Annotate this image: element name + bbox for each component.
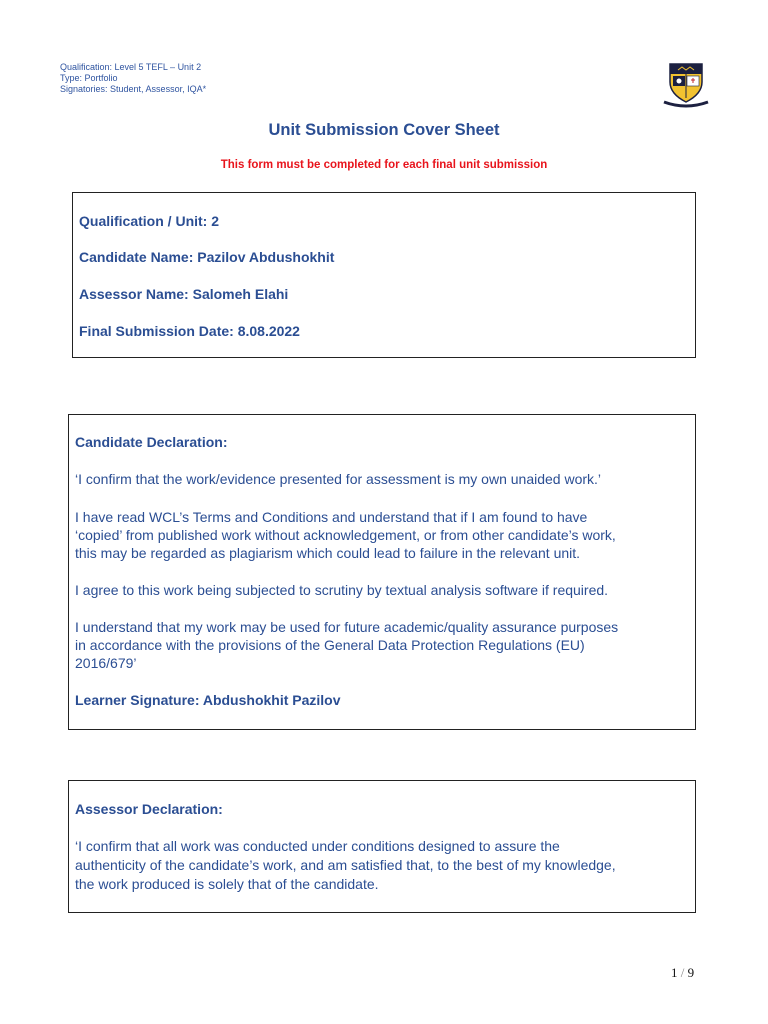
page-title: Unit Submission Cover Sheet [268,121,500,139]
candidate-name: Candidate Name: Pazilov Abdushokhit [79,249,335,265]
qualification-unit: Qualification / Unit: 2 [79,213,220,229]
page-total: 9 [687,965,695,980]
page-number [671,965,694,981]
assessor-declaration-line-3: the work produced is solely that of the candidate. [75,876,379,892]
type-line: Type: Portfolio [60,73,118,83]
declaration-paragraph-2-line-3: this may be regarded as plagiarism which could lead to failure in the relevant unit. [75,545,581,561]
document-meta [60,62,206,95]
declaration-paragraph-1: ‘I confirm that the work/evidence presented for assessment is my own unaided work.’ [75,471,602,487]
assessor-declaration-box [68,780,696,913]
assessor-declaration-line-2: authenticity of the candidate’s work, and am satisfied that, to the best of my knowledge, [75,857,616,873]
page-current: 1 [671,965,678,980]
declaration-paragraph-2-line-2: ‘copied’ from published work without acknowledgement, or from other candidate’s work, [75,527,616,543]
candidate-declaration-heading: Candidate Declaration: [75,434,228,450]
assessor-declaration-heading: Assessor Declaration: [75,801,223,817]
candidate-declaration-box [68,414,696,730]
assessor-name: Assessor Name: Salomeh Elahi [79,286,289,302]
completion-notice: This form must be completed for each final unit submission [220,159,548,171]
assessor-declaration-line-1: ‘I confirm that all work was conducted under conditions designed to assure the [75,838,560,854]
declaration-paragraph-3: I agree to this work being subjected to scrutiny by textual analysis software if required. [75,582,609,598]
final-submission-date: Final Submission Date: 8.08.2022 [79,323,300,339]
declaration-paragraph-4-line-2: in accordance with the provisions of the General Data Protection Regulations (EU) [75,637,585,653]
unit-details-box [72,192,696,358]
declaration-paragraph-2-line-1: I have read WCL’s Terms and Conditions and understand that if I am found to have [75,509,588,525]
signatories-line: Signatories: Student, Assessor, IQA* [60,84,207,94]
declaration-paragraph-4-line-1: I understand that my work may be used for future academic/quality assurance purposes [75,619,619,635]
page-separator: / [680,965,685,980]
qualification-line: Qualification: Level 5 TEFL – Unit 2 [60,62,202,72]
learner-signature: Learner Signature: Abdushokhit Pazilov [75,692,341,708]
college-crest-logo [660,58,712,110]
declaration-paragraph-4-line-3: 2016/679’ [75,655,137,671]
